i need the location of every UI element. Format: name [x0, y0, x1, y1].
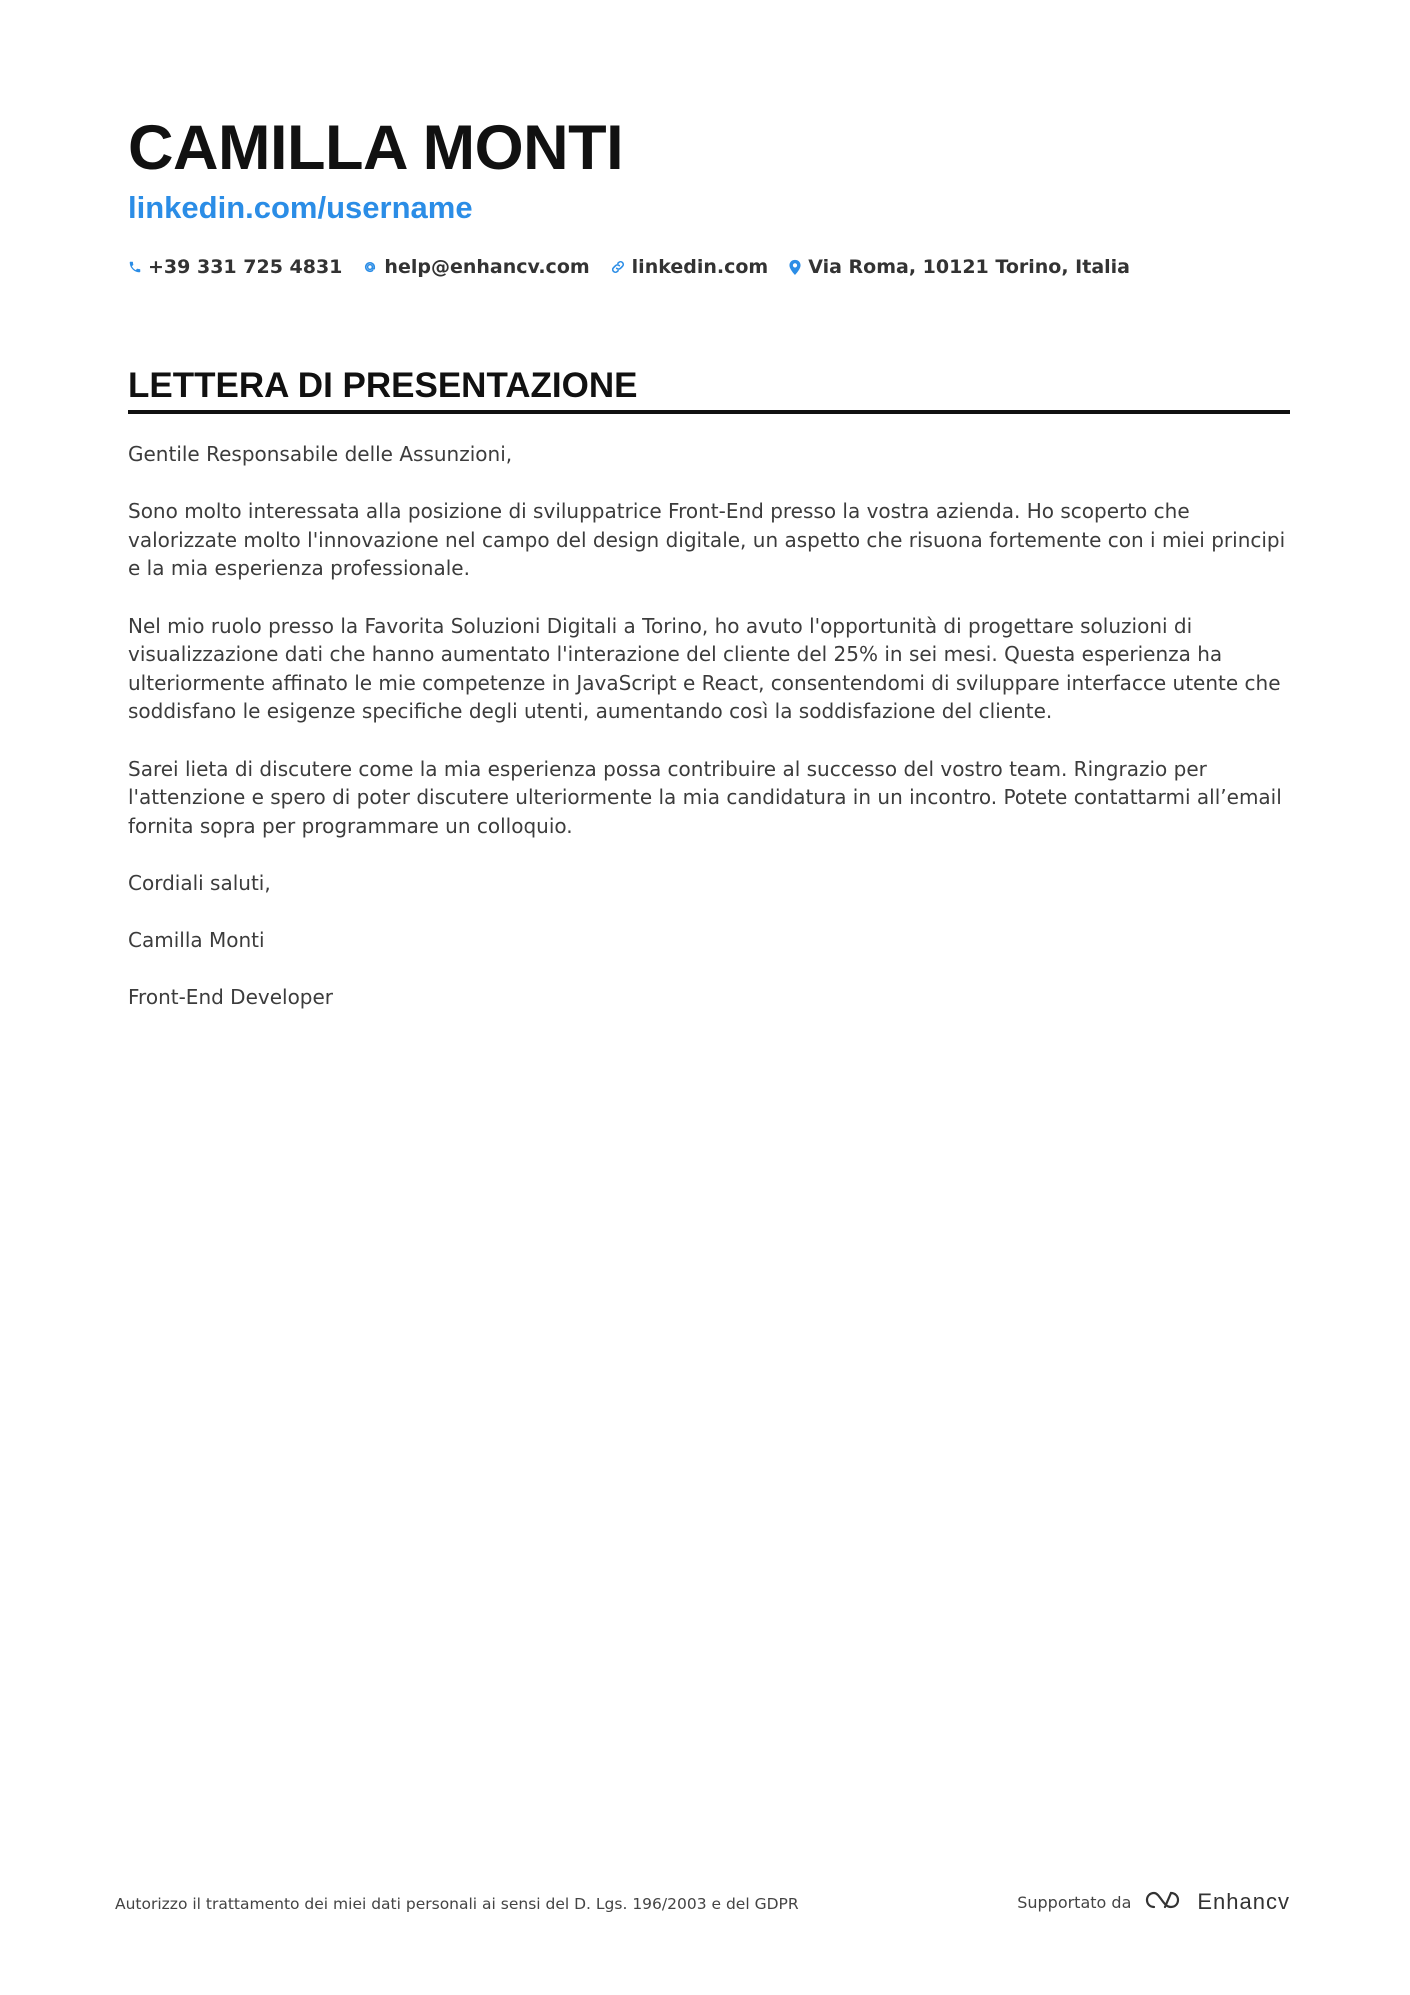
section-title: LETTERA DI PRESENTAZIONE — [128, 366, 1290, 414]
salutation: Gentile Responsabile delle Assunzioni, — [128, 442, 513, 466]
letter-body — [128, 440, 1293, 1040]
letter-paragraph: Sono molto interessata alla posizione di sviluppatrice Front-End presso la vostra azienda. Ho scoperto che valorizzate molto l'innovazione nel campo del design digitale, un aspetto che risuona fortemente con i miei principi e la mia esperienza professionale. — [128, 499, 1286, 581]
contact-linkedin-text: linkedin.com — [631, 256, 769, 278]
contact-phone[interactable] — [128, 256, 342, 278]
supported-by-label: Supportato da — [1017, 1892, 1132, 1912]
contact-email[interactable] — [362, 256, 589, 278]
contact-email-text: help@enhancv.com — [384, 256, 590, 278]
signature-name: Camilla Monti — [128, 928, 265, 953]
applicant-subtitle[interactable]: linkedin.com/username — [128, 190, 473, 225]
letter-paragraph: Sarei lieta di discutere come la mia esperienza possa contribuire al successo del vostro team. Ringrazio per l'attenzione e spero di poter discutere ulteriormente la mia candidatura in un incontro. Potete contattarmi all’email fornita sopra per programmare un colloquio. — [128, 756, 1282, 838]
link-icon — [610, 259, 626, 275]
at-icon — [362, 259, 378, 275]
brand-name: Enhancv — [1197, 1889, 1290, 1914]
powered-by[interactable] — [1017, 1888, 1290, 1916]
letter-paragraph: Nel mio ruolo presso la Favorita Soluzioni Digitali a Torino, ho avuto l'opportunità di progettare soluzioni di visualizzazione dati che hanno aumentato l'interazione del cliente del 25% in sei mesi. Questa esperienza ha ulteriormente affinato le mie competenze in JavaScript e React, consentendomi di sviluppare interfacce utente che soddisfano le esigenze specifiche degli utenti, aumentando così la soddisfazione del cliente. — [128, 613, 1281, 724]
contact-bar — [128, 256, 1130, 278]
closing: Cordiali saluti, — [128, 870, 271, 895]
phone-icon — [128, 260, 142, 274]
contact-phone-text: +39 331 725 4831 — [148, 256, 343, 278]
signature-title: Front-End Developer — [128, 985, 334, 1010]
enhancv-logo-icon — [1141, 1888, 1187, 1916]
privacy-consent: Autorizzo il trattamento dei miei dati personali ai sensi del D. Lgs. 196/2003 e del GDPR — [115, 1895, 799, 1913]
contact-address — [788, 256, 1130, 278]
contact-address-text: Via Roma, 10121 Torino, Italia — [808, 256, 1130, 278]
contact-linkedin[interactable] — [610, 256, 769, 278]
location-pin-icon — [788, 259, 802, 276]
applicant-name: CAMILLA MONTI — [128, 113, 624, 183]
